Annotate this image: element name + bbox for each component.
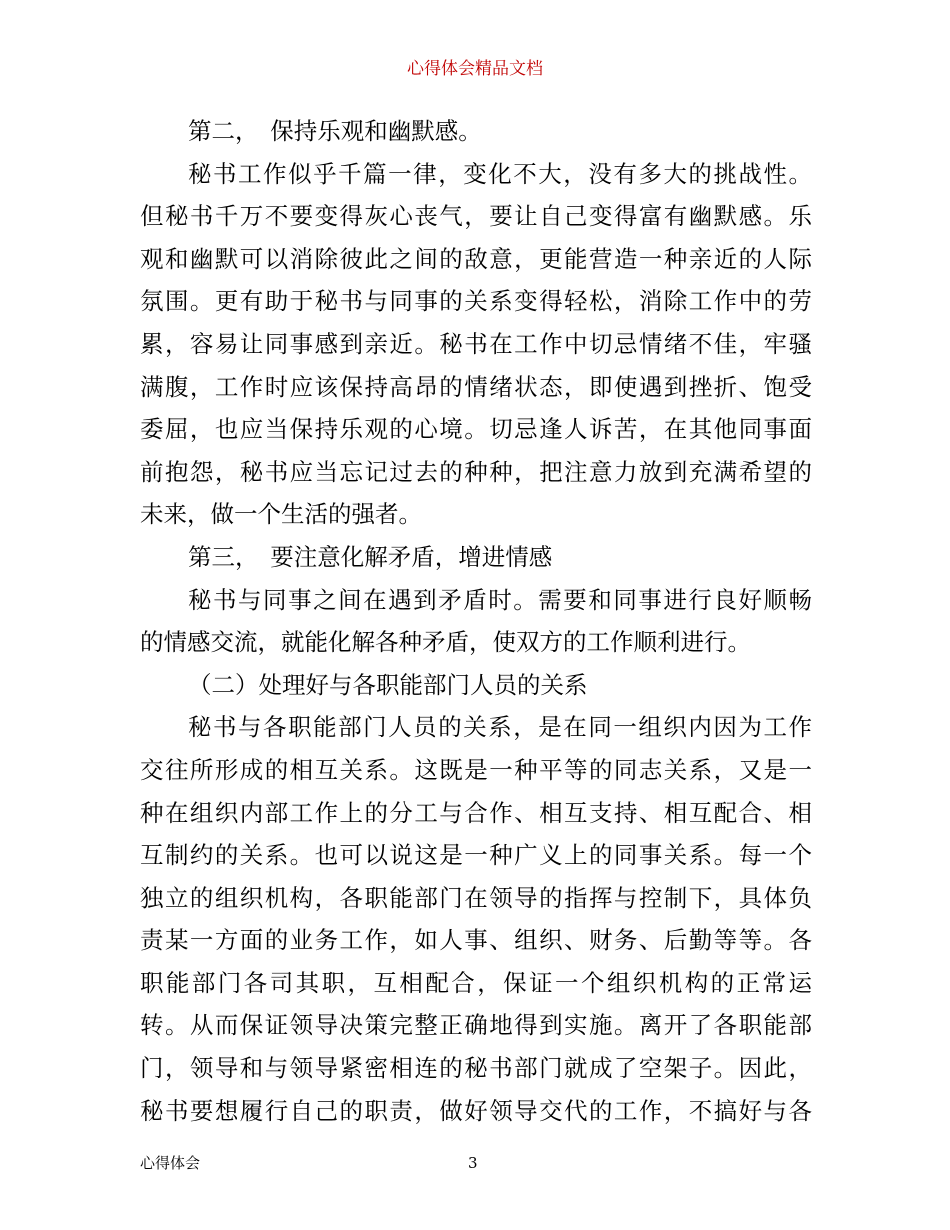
text-line: 秘书要想履行自己的职责，做好领导交代的工作，不搞好与各 <box>140 1096 812 1125</box>
text-line: 秘书与各职能部门人员的关系，是在同一组织内因为工作 <box>188 713 812 742</box>
page-number: 3 <box>468 1154 478 1172</box>
text-line: 独立的组织机构，各职能部门在领导的指挥与控制下，具体负 <box>140 883 812 912</box>
text-line: 职能部门各司其职，互相配合，保证一个组织机构的正常运 <box>140 968 812 997</box>
text-line: 责某一方面的业务工作，如人事、组织、财务、后勤等等。各 <box>140 926 812 955</box>
text-line: 种在组织内部工作上的分工与合作、相互支持、相互配合、相 <box>140 798 812 827</box>
text-line: 但秘书千万不要变得灰心丧气，要让自己变得富有幽默感。乐 <box>140 202 812 231</box>
text-line: 前抱怨，秘书应当忘记过去的种种，把注意力放到充满希望的 <box>140 457 812 486</box>
text-line: 互制约的关系。也可以说这是一种广义上的同事关系。每一个 <box>140 841 812 870</box>
text-line: 观和幽默可以消除彼此之间的敌意，更能营造一种亲近的人际 <box>140 244 812 273</box>
text-line: 氛围。更有助于秘书与同事的关系变得轻松，消除工作中的劳 <box>140 287 812 316</box>
header-title: 心得体会精品文档 <box>407 59 543 79</box>
text-line: 委屈，也应当保持乐观的心境。切忌逢人诉苦，在其他同事面 <box>140 415 812 444</box>
text-line: 秘书与同事之间在遇到矛盾时。需要和同事进行良好顺畅 <box>188 585 812 614</box>
document-body <box>140 110 812 1132</box>
text-line: 的情感交流，就能化解各种矛盾，使双方的工作顺利进行。 <box>140 628 751 657</box>
text-line: 未来，做一个生活的强者。 <box>140 500 422 529</box>
text-line: 第三， 要注意化解矛盾，增进情感 <box>188 542 553 571</box>
text-line: 转。从而保证领导决策完整正确地得到实施。离开了各职能部 <box>140 1011 812 1040</box>
text-line: 满腹，工作时应该保持高昂的情绪状态，即使遇到挫折、饱受 <box>140 372 812 401</box>
text-line: 第二， 保持乐观和幽默感。 <box>188 117 482 145</box>
text-line: 累，容易让同事感到亲近。秘书在工作中切忌情绪不佳，牢骚 <box>140 329 812 358</box>
text-line: 交往所形成的相互关系。这既是一种平等的同志关系，又是一 <box>140 755 812 784</box>
section-heading: （二）处理好与各职能部门人员的关系 <box>188 670 588 699</box>
text-line: 秘书工作似乎千篇一律，变化不大，没有多大的挑战性。 <box>188 159 812 188</box>
text-line: 门，领导和与领导紧密相连的秘书部门就成了空架子。因此， <box>140 1054 812 1083</box>
footer-label: 心得体会 <box>140 1154 201 1172</box>
